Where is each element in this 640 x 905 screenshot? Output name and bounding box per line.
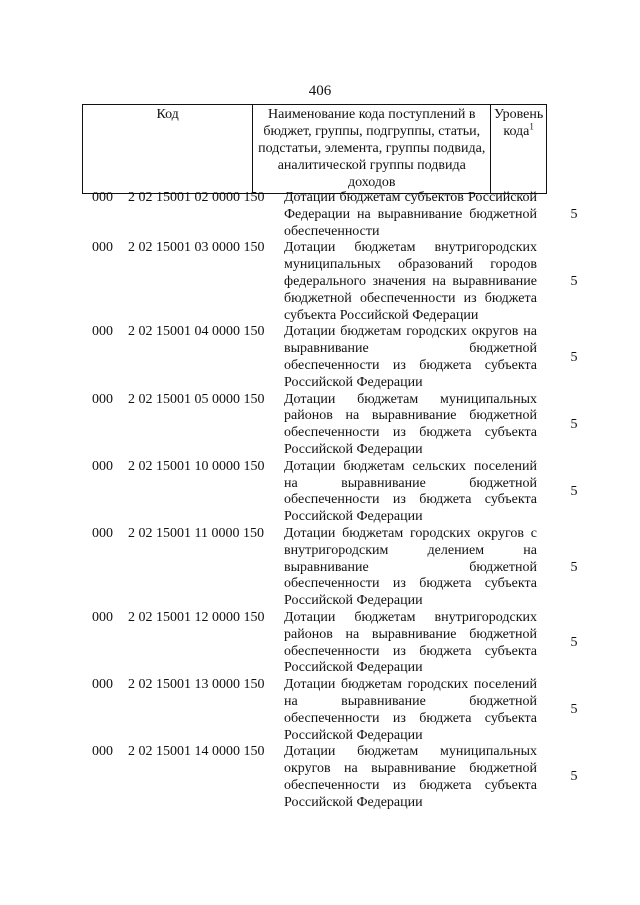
code-level: 5 xyxy=(570,416,578,432)
table-body xyxy=(82,190,602,811)
income-name: Дотации бюджетам городских округов с внутригородским делением на выравнивание бюджетной обеспеченности из бюджета субъекта Российской Федерации xyxy=(284,525,537,609)
code-level: 5 xyxy=(570,702,578,718)
income-code: 2 02 15001 12 0000 150 xyxy=(128,609,265,625)
admin-code: 000 xyxy=(92,609,113,625)
header-row xyxy=(83,105,547,194)
footnote-marker: 1 xyxy=(529,121,534,132)
income-code: 2 02 15001 10 0000 150 xyxy=(128,458,265,474)
table-row xyxy=(82,392,602,459)
admin-code: 000 xyxy=(92,677,113,693)
page-number: 406 xyxy=(308,83,332,99)
code-level: 5 xyxy=(570,483,578,499)
table-row xyxy=(82,526,602,610)
income-code: 2 02 15001 05 0000 150 xyxy=(128,391,265,407)
income-name: Дотации бюджетам городских округов на выравнивание бюджетной обеспеченности из бюджета субъекта Российской Федерации xyxy=(284,324,537,390)
table-row xyxy=(82,610,602,677)
code-level: 5 xyxy=(570,559,578,575)
table-row xyxy=(82,240,602,324)
income-name: Дотации бюджетам субъектов Российской Федерации на выравнивание бюджетной обеспеченности xyxy=(284,190,537,239)
income-name: Дотации бюджетам муниципальных округов на выравнивание бюджетной обеспеченности из бюджета субъекта Российской Федерации xyxy=(284,744,537,810)
income-name: Дотации бюджетам сельских поселений на выравнивание бюджетной обеспеченности из бюджета субъекта Российской Федерации xyxy=(284,458,537,525)
table-row xyxy=(82,459,602,526)
code-level: 5 xyxy=(570,635,578,651)
income-code: 2 02 15001 14 0000 150 xyxy=(128,744,265,760)
income-code: 2 02 15001 11 0000 150 xyxy=(128,525,264,541)
income-name: Дотации бюджетам городских поселений на выравнивание бюджетной обеспеченности из бюджета субъекта Российской Федерации xyxy=(284,677,537,743)
income-code: 2 02 15001 04 0000 150 xyxy=(128,324,265,340)
code-level: 5 xyxy=(570,273,578,289)
income-name: Дотации бюджетам муниципальных районов на выравнивание бюджетной обеспеченности из бюджета субъекта Российской Федерации xyxy=(284,391,537,457)
header-level-label: Уровень кода xyxy=(493,107,544,139)
header-code: Код xyxy=(83,105,253,194)
admin-code: 000 xyxy=(92,240,113,256)
header-name: Наименование кода поступлений в бюджет, группы, подгруппы, статьи, подстатьи, элемента, группы подвида, аналитической группы подвида доходов xyxy=(253,105,491,194)
income-code: 2 02 15001 02 0000 150 xyxy=(128,190,265,205)
table-row xyxy=(82,324,602,391)
table-row xyxy=(82,744,602,811)
table-row xyxy=(82,677,602,744)
code-level: 5 xyxy=(570,769,578,785)
header-level xyxy=(491,105,547,194)
admin-code: 000 xyxy=(92,458,113,474)
code-level: 5 xyxy=(570,349,578,365)
code-level: 5 xyxy=(570,206,578,222)
admin-code: 000 xyxy=(92,324,113,340)
admin-code: 000 xyxy=(92,525,113,541)
income-name: Дотации бюджетам внутригородских муниципальных образований городов федерального значения на выравнивание бюджетной обеспеченности из бюджета субъекта Российской Федерации xyxy=(284,240,537,323)
table-row xyxy=(82,190,602,240)
income-code: 2 02 15001 03 0000 150 xyxy=(128,240,265,256)
admin-code: 000 xyxy=(92,744,113,760)
admin-code: 000 xyxy=(92,190,113,205)
admin-code: 000 xyxy=(92,391,113,407)
table-header xyxy=(82,104,547,194)
income-code: 2 02 15001 13 0000 150 xyxy=(128,677,265,693)
income-name: Дотации бюджетам внутригородских районов на выравнивание бюджетной обеспеченности из бюджета субъекта Российской Федерации xyxy=(284,609,537,676)
